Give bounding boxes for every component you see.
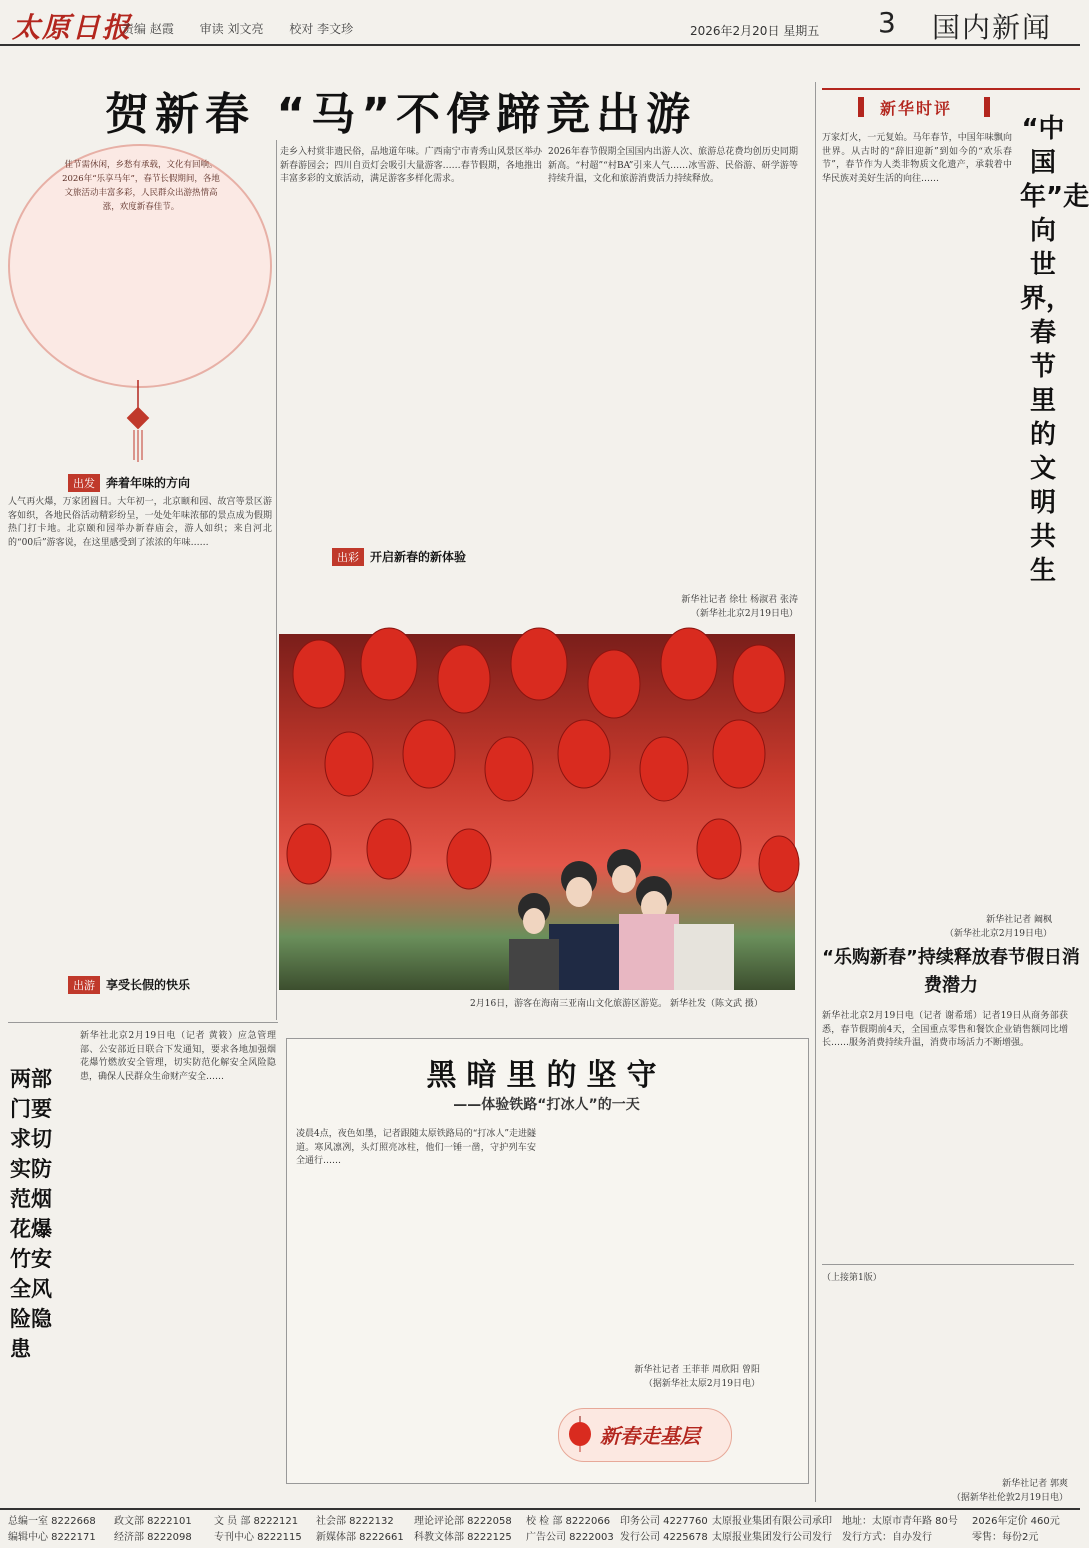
commentary-dateline: （新华社北京2月19日电）: [944, 929, 1052, 939]
consumption-headline: “乐购新春”持续释放春节假日消费潜力: [822, 947, 1080, 996]
column-rule: [815, 82, 816, 1502]
footer-contact: 理论评论部 8222058 科教文体部 8222125: [414, 1516, 512, 1543]
main-headline: 贺新春 “马”不停蹄竞出游: [105, 89, 697, 140]
railway-text-col2: [550, 1128, 796, 1398]
subhead-experience: 出彩 开启新春的新体验: [332, 546, 542, 566]
main-story-col1: 人气再火爆，万家团圆日。大年初一，北京颐和园、故宫等景区游客如织，各地民俗活动精彩纷呈，一处处年味浓郁的景点成为假期热门打卡地。北京颐和园举办新春庙会，游人如织；来自河北的“00后”游客说，在这里感受到了浓浓的年味……: [8, 497, 272, 548]
footer-contact: 社会部 8222132 新媒体部 8222661: [316, 1516, 404, 1543]
subhead-travel: 出游 享受长假的快乐: [68, 974, 268, 994]
subhead-tag: 出彩: [332, 548, 364, 566]
railway-headline: 黑暗里的坚守: [426, 1058, 667, 1093]
photo-caption: 2月16日，游客在海南三亚南山文化旅游区游览。 新华社发（陈文武 摄）: [470, 999, 763, 1009]
railway-dateline: （据新华社太原2月19日电）: [643, 1379, 760, 1389]
lanterns-photo-illustration: [279, 634, 795, 990]
subhead-departure: 出发 奔着年味的方向: [68, 472, 268, 492]
commentary-byline: 新华社记者 阚枫: [986, 915, 1052, 925]
subhead-tag: 出发: [68, 474, 100, 492]
page-number: 3: [878, 6, 896, 39]
continued-byline: 新华社记者 郭爽: [1002, 1479, 1068, 1489]
issue-date: 2026年2月20日 星期五: [690, 24, 820, 38]
footer-contact: 文 员 部 8222121 专刊中心 8222115: [214, 1516, 302, 1543]
main-story-byline: 新华社记者 徐壮 杨淑君 张涛: [681, 595, 798, 605]
railway-text-col1: 凌晨4点，夜色如墨，记者跟随太原铁路局的“打冰人”走进隧道。寒风凛冽，头灯照亮冰柱，他们一锤一凿，守护列车安全通行……: [296, 1129, 536, 1166]
commentary-title: “中国年”走向世界，春节里的文明共生: [1020, 114, 1089, 586]
fireworks-text: 新华社北京2月19日电（记者 黄筱）应急管理部、公安部近日联合下发通知，要求各地加强烟花爆竹燃放安全管理，切实防范化解安全风险隐患，确保人民群众生命财产安全……: [80, 1031, 276, 1082]
commentary-text: 万家灯火，一元复始。马年春节，中国年味飘向世界。从古时的“辞旧迎新”到如今的“欢乐春节”，春节作为人类非物质文化遗产，承载着中华民族对美好生活的向往……: [822, 133, 1012, 184]
lanterns-photo: [279, 634, 795, 990]
commentary-label: 新华时评: [880, 99, 953, 118]
footer-printer: 太原报业集团有限公司承印 太原报业集团发行公司发行: [712, 1516, 832, 1543]
editor-credit: 校对 李文珍: [289, 22, 354, 36]
footer-price: 2026年定价 460元 零售：每份2元: [972, 1516, 1060, 1543]
editor-credits: [122, 20, 375, 37]
seal-text: 新春走基层: [600, 1424, 700, 1448]
footer-contact: 总编一室 8222668 编辑中心 8222171: [8, 1516, 96, 1543]
subhead-tag: 出游: [68, 976, 100, 994]
newspaper-logo: 太原日报: [12, 11, 133, 44]
footer-address: 地址：太原市青年路 80号 发行方式：自办发行: [842, 1516, 958, 1543]
main-story-dateline: （新华社北京2月19日电）: [690, 609, 798, 619]
commentary-marker: [858, 97, 864, 117]
column-rule: [276, 140, 277, 1020]
consumption-text: 新华社北京2月19日电（记者 谢希瑶）记者19日从商务部获悉，春节假期前4天，全国重点零售和餐饮企业销售额同比增长……服务消费持续升温，消费市场活力不断增强。: [822, 1011, 1068, 1048]
divider: [8, 1022, 278, 1023]
commentary-marker: [984, 97, 990, 117]
chinese-knot-icon: [126, 380, 150, 462]
editor-credit: 审读 刘文亮: [199, 22, 264, 36]
continued-note: （上接第1版）: [822, 1273, 882, 1283]
footer: [0, 1508, 1080, 1548]
continued-dateline: （据新华社伦敦2月19日电）: [951, 1493, 1068, 1503]
lede-text: 佳节需休闲，乡愁有承载，文化有回响。2026年“乐享马年”，春节长假期间，各地文旅活动丰富多彩，人民群众出游热情高涨，欢度新春佳节。: [62, 160, 220, 212]
footer-contact: 政文部 8222101 经济部 8222098: [114, 1516, 192, 1543]
section-title: 国内新闻: [932, 11, 1053, 44]
railway-byline: 新华社记者 王菲菲 周欣阳 曾阳: [634, 1365, 760, 1375]
divider: [822, 1264, 1074, 1265]
main-story-col3: 2026年春节假期全国国内出游人次、旅游总花费均创历史同期新高。“村超”“村BA”引来人气……冰雪游、民俗游、研学游等持续升温，文化和旅游消费活力持续释放。: [548, 147, 798, 184]
editor-credit: 责编 赵霞: [122, 22, 174, 36]
fireworks-headline: 两部门要求切实防范烟花爆竹安全风险隐患: [10, 1067, 52, 1361]
main-story-col2: 走乡入村赏非遗民俗，品地道年味。广西南宁市青秀山风景区举办新春游园会；四川自贡灯会吸引大量游客……春节假期，各地推出丰富多彩的文旅活动，满足游客多样化需求。: [280, 147, 542, 184]
footer-contact: 印务公司 4227760 发行公司 4225678: [620, 1516, 708, 1543]
lantern-icon: [566, 1416, 594, 1452]
footer-contact: 校 检 部 8222066 广告公司 8222003: [526, 1516, 614, 1543]
railway-subheadline: ——体验铁路“打冰人”的一天: [453, 1097, 640, 1113]
